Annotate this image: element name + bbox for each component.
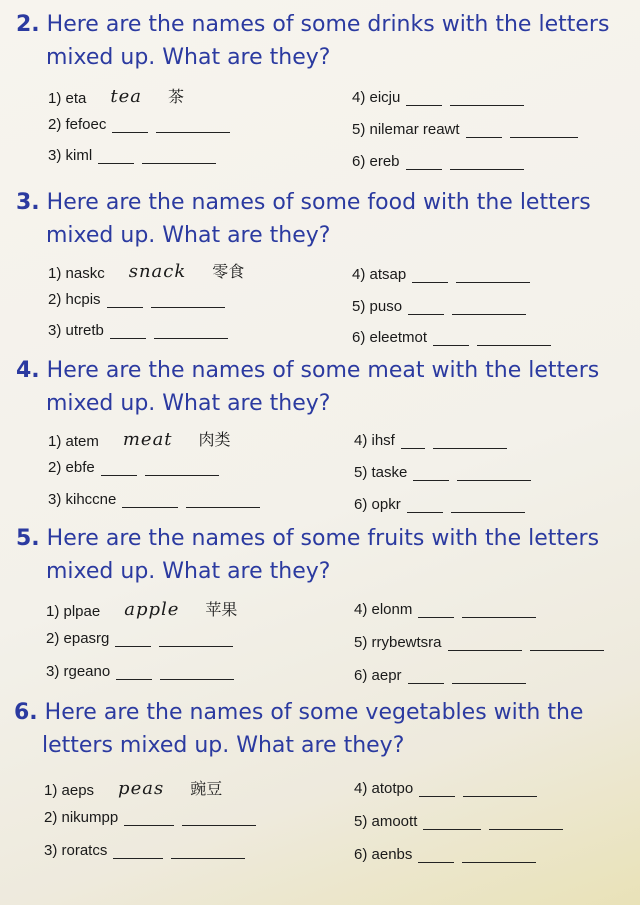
scrambled-word: 2) fefoec (48, 116, 107, 133)
answer-blank[interactable] (115, 632, 151, 647)
translation-blank[interactable] (457, 466, 531, 481)
exercise-item (352, 121, 578, 138)
exercise-item (354, 780, 537, 797)
translation-blank[interactable] (489, 815, 563, 830)
heading-line-2: mixed up. What are they? (46, 223, 331, 248)
translation-blank[interactable] (182, 811, 256, 826)
answer-blank[interactable] (401, 434, 425, 449)
section-heading (16, 354, 628, 420)
scrambled-word: 3) rgeano (46, 663, 111, 680)
exercise-item (46, 597, 237, 620)
translation-blank[interactable] (462, 848, 536, 863)
exercise-item (44, 842, 245, 859)
scrambled-word: 5) nilemar reawt (352, 121, 460, 138)
exercise-item (354, 634, 604, 651)
exercise-item (352, 266, 530, 283)
example-answer: peas (118, 778, 165, 799)
translation-blank[interactable] (156, 118, 230, 133)
example-translation: 肉类 (198, 432, 231, 449)
section-number: 5. (16, 526, 40, 551)
exercise-item (48, 291, 225, 308)
scrambled-word: 2) nikumpp (44, 809, 119, 826)
scrambled-word: 4) atsap (352, 266, 407, 283)
translation-blank[interactable] (463, 782, 537, 797)
scrambled-word: 6) ereb (352, 153, 400, 170)
exercise-item (48, 116, 230, 133)
answer-blank[interactable] (116, 665, 152, 680)
answer-blank[interactable] (418, 603, 454, 618)
scrambled-word: 3) kihccne (48, 491, 117, 508)
scrambled-word: 4) atotpo (354, 780, 414, 797)
translation-blank[interactable] (452, 300, 526, 315)
scrambled-word: 4) ihsf (354, 432, 395, 449)
scrambled-word: 2) ebfe (48, 459, 95, 476)
answer-blank[interactable] (423, 815, 481, 830)
translation-blank[interactable] (159, 632, 233, 647)
exercise-item (354, 432, 507, 449)
answer-blank[interactable] (112, 118, 148, 133)
section-heading (14, 696, 626, 762)
scrambled-word: 3) kiml (48, 147, 93, 164)
exercise-item (44, 809, 256, 826)
answer-blank[interactable] (433, 331, 469, 346)
exercise-item (48, 491, 260, 508)
example-translation: 苹果 (205, 602, 238, 619)
section-number: 4. (16, 358, 40, 383)
example-translation: 茶 (167, 89, 184, 106)
section-number: 2. (16, 12, 40, 37)
exercise-item (354, 464, 531, 481)
section-number: 6. (14, 700, 38, 725)
example-translation: 豌豆 (190, 781, 223, 798)
exercise-item (352, 153, 524, 170)
answer-blank[interactable] (406, 155, 442, 170)
scrambled-word: 3) utretb (48, 322, 104, 339)
exercise-item (352, 89, 524, 106)
scrambled-word: 1) atem (48, 433, 99, 450)
heading-line-2: mixed up. What are they? (46, 45, 331, 70)
heading-line-1: Here are the names of some fruits with the letters (46, 526, 600, 551)
translation-blank[interactable] (452, 669, 526, 684)
answer-blank[interactable] (107, 293, 143, 308)
answer-blank[interactable] (412, 268, 448, 283)
exercise-item (48, 459, 219, 476)
exercise-item (48, 259, 244, 282)
exercise-item (354, 496, 525, 513)
answer-blank[interactable] (122, 493, 178, 508)
exercise-item (48, 322, 228, 339)
scrambled-word: 2) hcpis (48, 291, 101, 308)
section-number: 3. (16, 190, 40, 215)
translation-blank[interactable] (142, 149, 216, 164)
heading-line-2: mixed up. What are they? (46, 391, 331, 416)
scrambled-word: 2) epasrg (46, 630, 110, 647)
scrambled-word: 6) aepr (354, 667, 402, 684)
answer-blank[interactable] (408, 669, 444, 684)
exercise-item (48, 84, 184, 107)
answer-blank[interactable] (448, 636, 522, 651)
translation-blank[interactable] (451, 498, 525, 513)
scrambled-word: 4) elonm (354, 601, 413, 618)
section-heading (16, 522, 628, 588)
heading-line-1: Here are the names of some drinks with the letters (46, 12, 610, 37)
scrambled-word: 5) taske (354, 464, 408, 481)
translation-blank[interactable] (433, 434, 507, 449)
example-translation: 零食 (212, 264, 245, 281)
scrambled-word: 6) aenbs (354, 846, 413, 863)
exercise-item (46, 663, 234, 680)
scrambled-word: 1) plpae (46, 603, 101, 620)
exercise-item (352, 298, 526, 315)
answer-blank[interactable] (407, 498, 443, 513)
translation-blank[interactable] (530, 636, 604, 651)
answer-blank[interactable] (419, 782, 455, 797)
answer-blank[interactable] (413, 466, 449, 481)
example-answer: meat (122, 429, 173, 450)
scrambled-word: 1) aeps (44, 782, 95, 799)
answer-blank[interactable] (98, 149, 134, 164)
translation-blank[interactable] (456, 268, 530, 283)
exercise-item (354, 846, 536, 863)
answer-blank[interactable] (101, 461, 137, 476)
section-heading (16, 186, 628, 252)
heading-line-1: Here are the names of some meat with the letters (46, 358, 600, 383)
example-answer: apple (124, 599, 180, 620)
exercise-item (354, 667, 526, 684)
translation-blank[interactable] (160, 665, 234, 680)
scrambled-word: 5) puso (352, 298, 403, 315)
translation-blank[interactable] (450, 155, 524, 170)
translation-blank[interactable] (186, 493, 260, 508)
translation-blank[interactable] (510, 123, 578, 138)
heading-line-1: Here are the names of some food with the letters (46, 190, 591, 215)
translation-blank[interactable] (151, 293, 225, 308)
answer-blank[interactable] (113, 844, 163, 859)
exercise-item (354, 813, 563, 830)
exercise-item (48, 147, 216, 164)
exercise-item (354, 601, 536, 618)
translation-blank[interactable] (154, 324, 228, 339)
example-answer: snack (128, 261, 187, 282)
scrambled-word: 6) opkr (354, 496, 401, 513)
answer-blank[interactable] (406, 91, 442, 106)
exercise-item (352, 329, 551, 346)
section-heading (16, 8, 628, 74)
exercise-item (44, 776, 222, 799)
translation-blank[interactable] (462, 603, 536, 618)
answer-blank[interactable] (418, 848, 454, 863)
scrambled-word: 3) roratcs (44, 842, 108, 859)
scrambled-word: 1) naskc (48, 265, 105, 282)
answer-blank[interactable] (110, 324, 146, 339)
heading-line-1: Here are the names of some vegetables with the (44, 700, 584, 725)
exercise-item (48, 427, 231, 450)
scrambled-word: 1) eta (48, 90, 87, 107)
scrambled-word: 5) rrybewtsra (354, 634, 442, 651)
example-answer: tea (110, 86, 142, 107)
scrambled-word: 5) amoott (354, 813, 418, 830)
answer-blank[interactable] (466, 123, 502, 138)
scrambled-word: 6) eleetmot (352, 329, 428, 346)
exercise-item (46, 630, 233, 647)
translation-blank[interactable] (450, 91, 524, 106)
heading-line-2: letters mixed up. What are they? (42, 733, 405, 758)
translation-blank[interactable] (477, 331, 551, 346)
answer-blank[interactable] (408, 300, 444, 315)
heading-line-2: mixed up. What are they? (46, 559, 331, 584)
scrambled-word: 4) eicju (352, 89, 401, 106)
translation-blank[interactable] (171, 844, 245, 859)
answer-blank[interactable] (124, 811, 174, 826)
translation-blank[interactable] (145, 461, 219, 476)
